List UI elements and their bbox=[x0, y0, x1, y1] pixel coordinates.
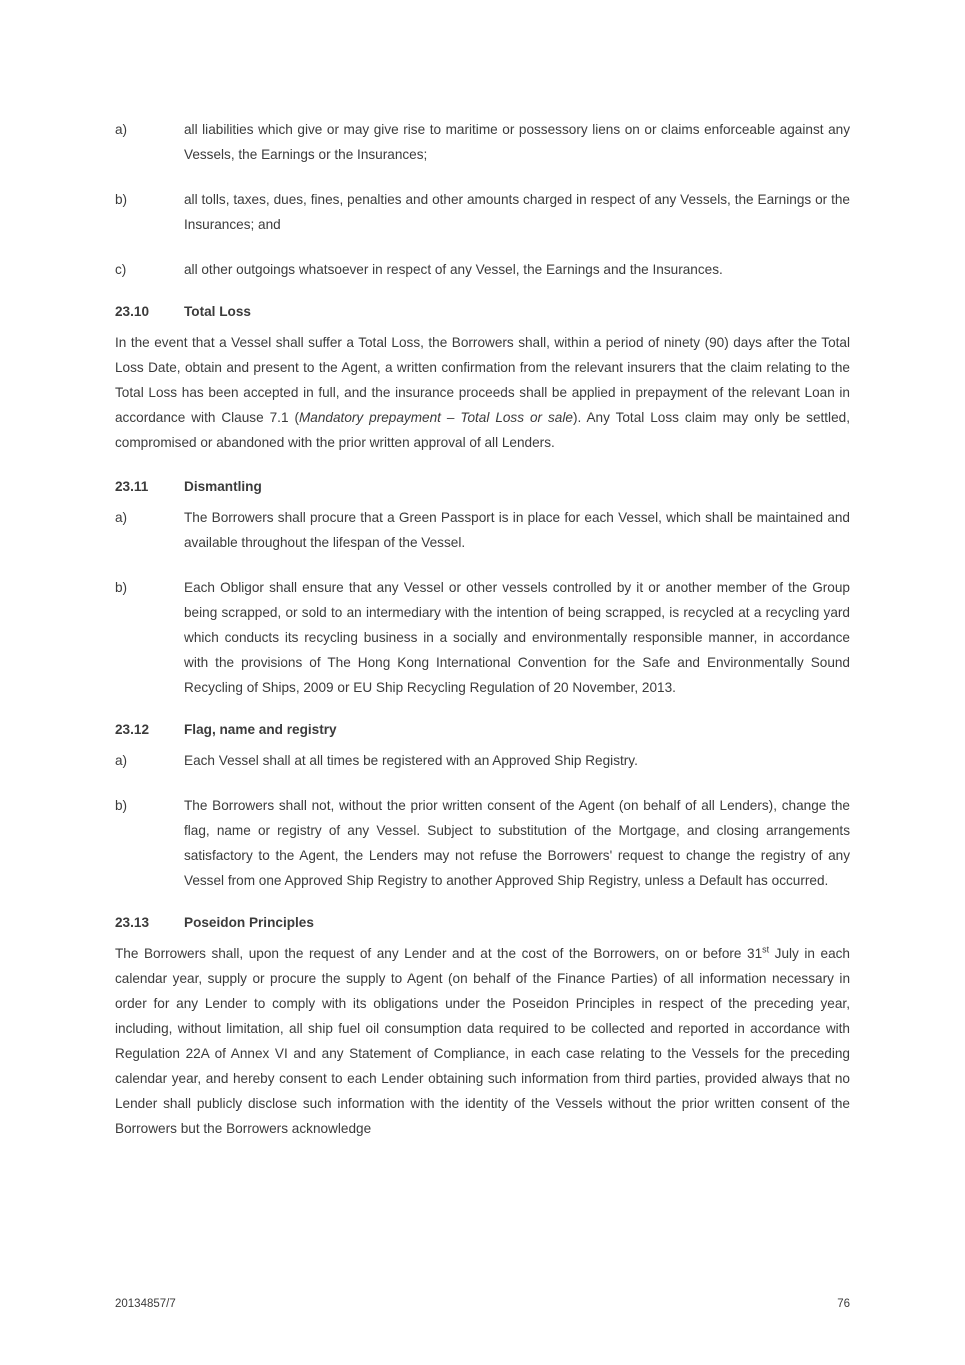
doc-reference: 20134857/7 bbox=[115, 1298, 176, 1310]
paragraph-text: July in each calendar year, supply or procure the supply to Agent (on behalf of the Finance Parties) of all information necessary in order for any Lender to comply with its obligations under the Poseidon Principles in respect of the preceding year, including, without limitation, all ship fuel oil consumption data required to be collected and reported in accordance with Regulation 22A of Annex VI and any Statement of Compliance, in each case relating to the Vessels for the preceding calendar year, and hereby consent to each Lender obtaining such information from third parties, provided always that no Lender shall publicly disclose such information with the identity of the Vessels without the prior written consent of the Borrowers but the Borrowers acknowledge bbox=[115, 946, 850, 1136]
list-item-text: The Borrowers shall procure that a Green Passport is in place for each Vessel, which shall be maintained and available throughout the lifespan of the Vessel. bbox=[184, 510, 850, 550]
paragraph-text: In the event that a Vessel shall suffer a Total Loss, the Borrowers shall, within a period of ninety (90) days after the Total Loss Date, obtain and present to the Agent, a written confirmation from the relevant insurers that the claim relating to the Total Loss has been accepted in full, and the insurance proceeds shall be applied in prepayment of the relevant Loan in accordance with Clause 7.1 ( bbox=[115, 335, 850, 425]
list-marker: b) bbox=[115, 798, 128, 813]
list-item-a bbox=[115, 505, 850, 555]
section-number: 23.10 bbox=[115, 304, 150, 319]
paragraph-text: ). Any Total Loss claim may only be settled, compromised or abandoned with the prior written approval of all Lenders. bbox=[115, 410, 850, 450]
section-number: 23.13 bbox=[115, 915, 150, 930]
section-number: 23.12 bbox=[115, 722, 150, 737]
section-title: Total Loss bbox=[184, 304, 251, 319]
page-number: 76 bbox=[837, 1298, 850, 1310]
section-heading-poseidon-principles bbox=[115, 910, 850, 935]
section-number: 23.11 bbox=[115, 479, 149, 494]
list-marker: b) bbox=[115, 192, 128, 207]
italic-cross-reference: Mandatory prepayment – Total Loss or sale bbox=[298, 410, 573, 425]
list-item-b bbox=[115, 575, 850, 700]
superscript-ordinal: st bbox=[762, 944, 770, 955]
list-item-text: all liabilities which give or may give rise to maritime or possessory liens on or claims enforceable against any Vessels, the Earnings or the Insurances; bbox=[184, 122, 850, 162]
list-item-text: The Borrowers shall not, without the prior written consent of the Agent (on behalf of all Lenders), change the flag, name or registry of any Vessel. Subject to substitution of the Mortgage, and closing arrangements satisfactory to the Agent, the Lenders may not refuse the Borrowers' request to change the registry of any Vessel from one Approved Ship Registry to another Approved Ship Registry, unless a Default has occurred. bbox=[184, 798, 850, 888]
section-title: Poseidon Principles bbox=[184, 915, 314, 930]
list-marker: b) bbox=[115, 580, 128, 595]
list-item-b bbox=[115, 187, 850, 237]
list-item-text: all other outgoings whatsoever in respect of any Vessel, the Earnings and the Insurances. bbox=[184, 262, 723, 277]
list-marker: c) bbox=[115, 262, 127, 277]
list-marker: a) bbox=[115, 753, 128, 768]
list-marker: a) bbox=[115, 122, 128, 137]
paragraph-poseidon-principles bbox=[115, 941, 850, 1141]
list-item-text: Each Obligor shall ensure that any Vessel or other vessels controlled by it or another member of the Group being scrapped, or sold to an intermediary with the intention of being scrapped, is recycled at a recycling yard which conducts its recycling business in a socially and environmentally responsible manner, in accordance with the provisions of The Hong Kong International Convention for the Safe and Environmentally Sound Recycling of Ships, 2009 or EU Ship Recycling Regulation of 20 November, 2013. bbox=[184, 580, 850, 695]
list-item-text: Each Vessel shall at all times be registered with an Approved Ship Registry. bbox=[184, 753, 638, 768]
page-content bbox=[115, 117, 850, 1160]
section-heading-dismantling bbox=[115, 474, 850, 499]
list-item-b bbox=[115, 793, 850, 893]
list-item-a bbox=[115, 748, 850, 773]
section-title: Dismantling bbox=[184, 479, 262, 494]
list-item-text: all tolls, taxes, dues, fines, penalties and other amounts charged in respect of any Vessels, the Earnings or the Insurances; and bbox=[184, 192, 850, 232]
list-marker: a) bbox=[115, 510, 128, 525]
page-footer bbox=[115, 1297, 850, 1312]
paragraph-text: The Borrowers shall, upon the request of any Lender and at the cost of the Borrowers, on or before 31 bbox=[115, 946, 763, 961]
list-item-a bbox=[115, 117, 850, 167]
section-heading-total-loss bbox=[115, 299, 850, 324]
section-title: Flag, name and registry bbox=[184, 722, 337, 737]
list-item-c bbox=[115, 257, 850, 282]
section-heading-flag-name-registry bbox=[115, 717, 850, 742]
paragraph-total-loss bbox=[115, 330, 850, 455]
